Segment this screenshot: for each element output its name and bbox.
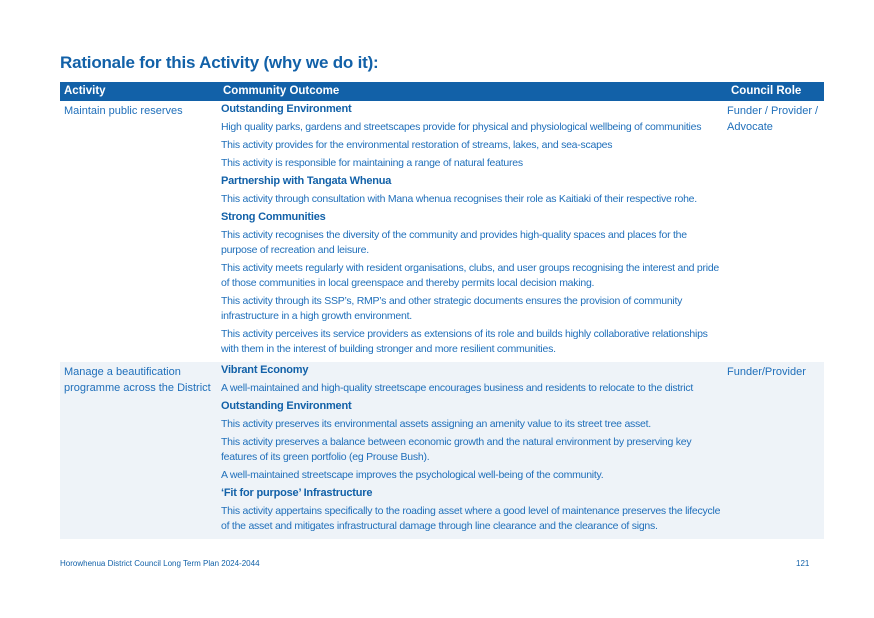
council-role-cell: Funder/Provider bbox=[727, 366, 806, 378]
header-community-outcome: Community Outcome bbox=[223, 85, 340, 97]
outcome-statement: This activity preserves a balance between economic growth and the natural environment by preserving key features of its green portfolio (eg Prouse Bush). bbox=[221, 436, 692, 463]
outcome-heading: ‘Fit for purpose’ Infrastructure bbox=[221, 487, 373, 499]
community-outcome-cell bbox=[219, 362, 723, 539]
outcome-statement: This activity recognises the diversity of the community and provides high-quality spaces and places for the purpose of recreation and leisure. bbox=[221, 229, 687, 256]
community-outcome-cell bbox=[219, 101, 723, 362]
outcome-statement: This activity is responsible for maintaining a range of natural features bbox=[221, 157, 523, 169]
outcome-statement: A well-maintained streetscape improves the psychological well-being of the community. bbox=[221, 469, 604, 481]
outcome-statement: This activity preserves its environmental assets assigning an amenity value to its street tree asset. bbox=[221, 418, 651, 430]
outcome-statement: This activity perceives its service providers as extensions of its role and builds highly collaborative relationships with them in the interest of building stronger and more resilient communities. bbox=[221, 328, 708, 355]
outcome-statement: This activity provides for the environmental restoration of streams, lakes, and sea-scapes bbox=[221, 139, 613, 151]
outcome-statement: High quality parks, gardens and streetscapes provide for physical and physiological wellbeing of communities bbox=[221, 121, 702, 133]
activity-cell: Manage a beautification programme across the District bbox=[64, 366, 211, 394]
outcome-heading: Outstanding Environment bbox=[221, 103, 352, 115]
activity-cell: Maintain public reserves bbox=[64, 105, 183, 117]
table-header bbox=[60, 82, 824, 101]
table-row bbox=[60, 101, 824, 362]
table-body bbox=[60, 101, 824, 539]
council-role-cell: Funder / Provider / Advocate bbox=[727, 105, 819, 133]
outcome-heading: Partnership with Tangata Whenua bbox=[221, 175, 392, 187]
footer-page-number: 121 bbox=[796, 559, 810, 568]
header-council-role: Council Role bbox=[731, 85, 802, 97]
outcome-heading: Strong Communities bbox=[221, 211, 326, 223]
table-row bbox=[60, 362, 824, 539]
outcome-statement: This activity appertains specifically to the roading asset where a good level of maintenance preserves the lifecycle of the asset and mitigates infrastructural damage through line clearance and the clearance of signs. bbox=[221, 505, 721, 532]
header-activity: Activity bbox=[64, 85, 106, 97]
outcome-statement: This activity through its SSP’s, RMP’s and other strategic documents ensures the provision of community infrastructure in a high growth environment. bbox=[221, 295, 683, 322]
outcome-statement: This activity through consultation with Mana whenua recognises their role as Kaitiaki of their respective rohe. bbox=[221, 193, 697, 205]
outcome-statement: This activity meets regularly with resident organisations, clubs, and user groups recognising the interest and pride of those communities in local greenspace and thereby permits local decision making. bbox=[221, 262, 720, 289]
section-heading: Rationale for this Activity (why we do it): bbox=[60, 53, 379, 72]
footer-document-title: Horowhenua District Council Long Term Plan 2024-2044 bbox=[60, 559, 260, 568]
rationale-table bbox=[60, 82, 824, 539]
outcome-heading: Vibrant Economy bbox=[221, 364, 309, 376]
outcome-statement: A well-maintained and high-quality streetscape encourages business and residents to relocate to the district bbox=[221, 382, 694, 394]
outcome-heading: Outstanding Environment bbox=[221, 400, 352, 412]
